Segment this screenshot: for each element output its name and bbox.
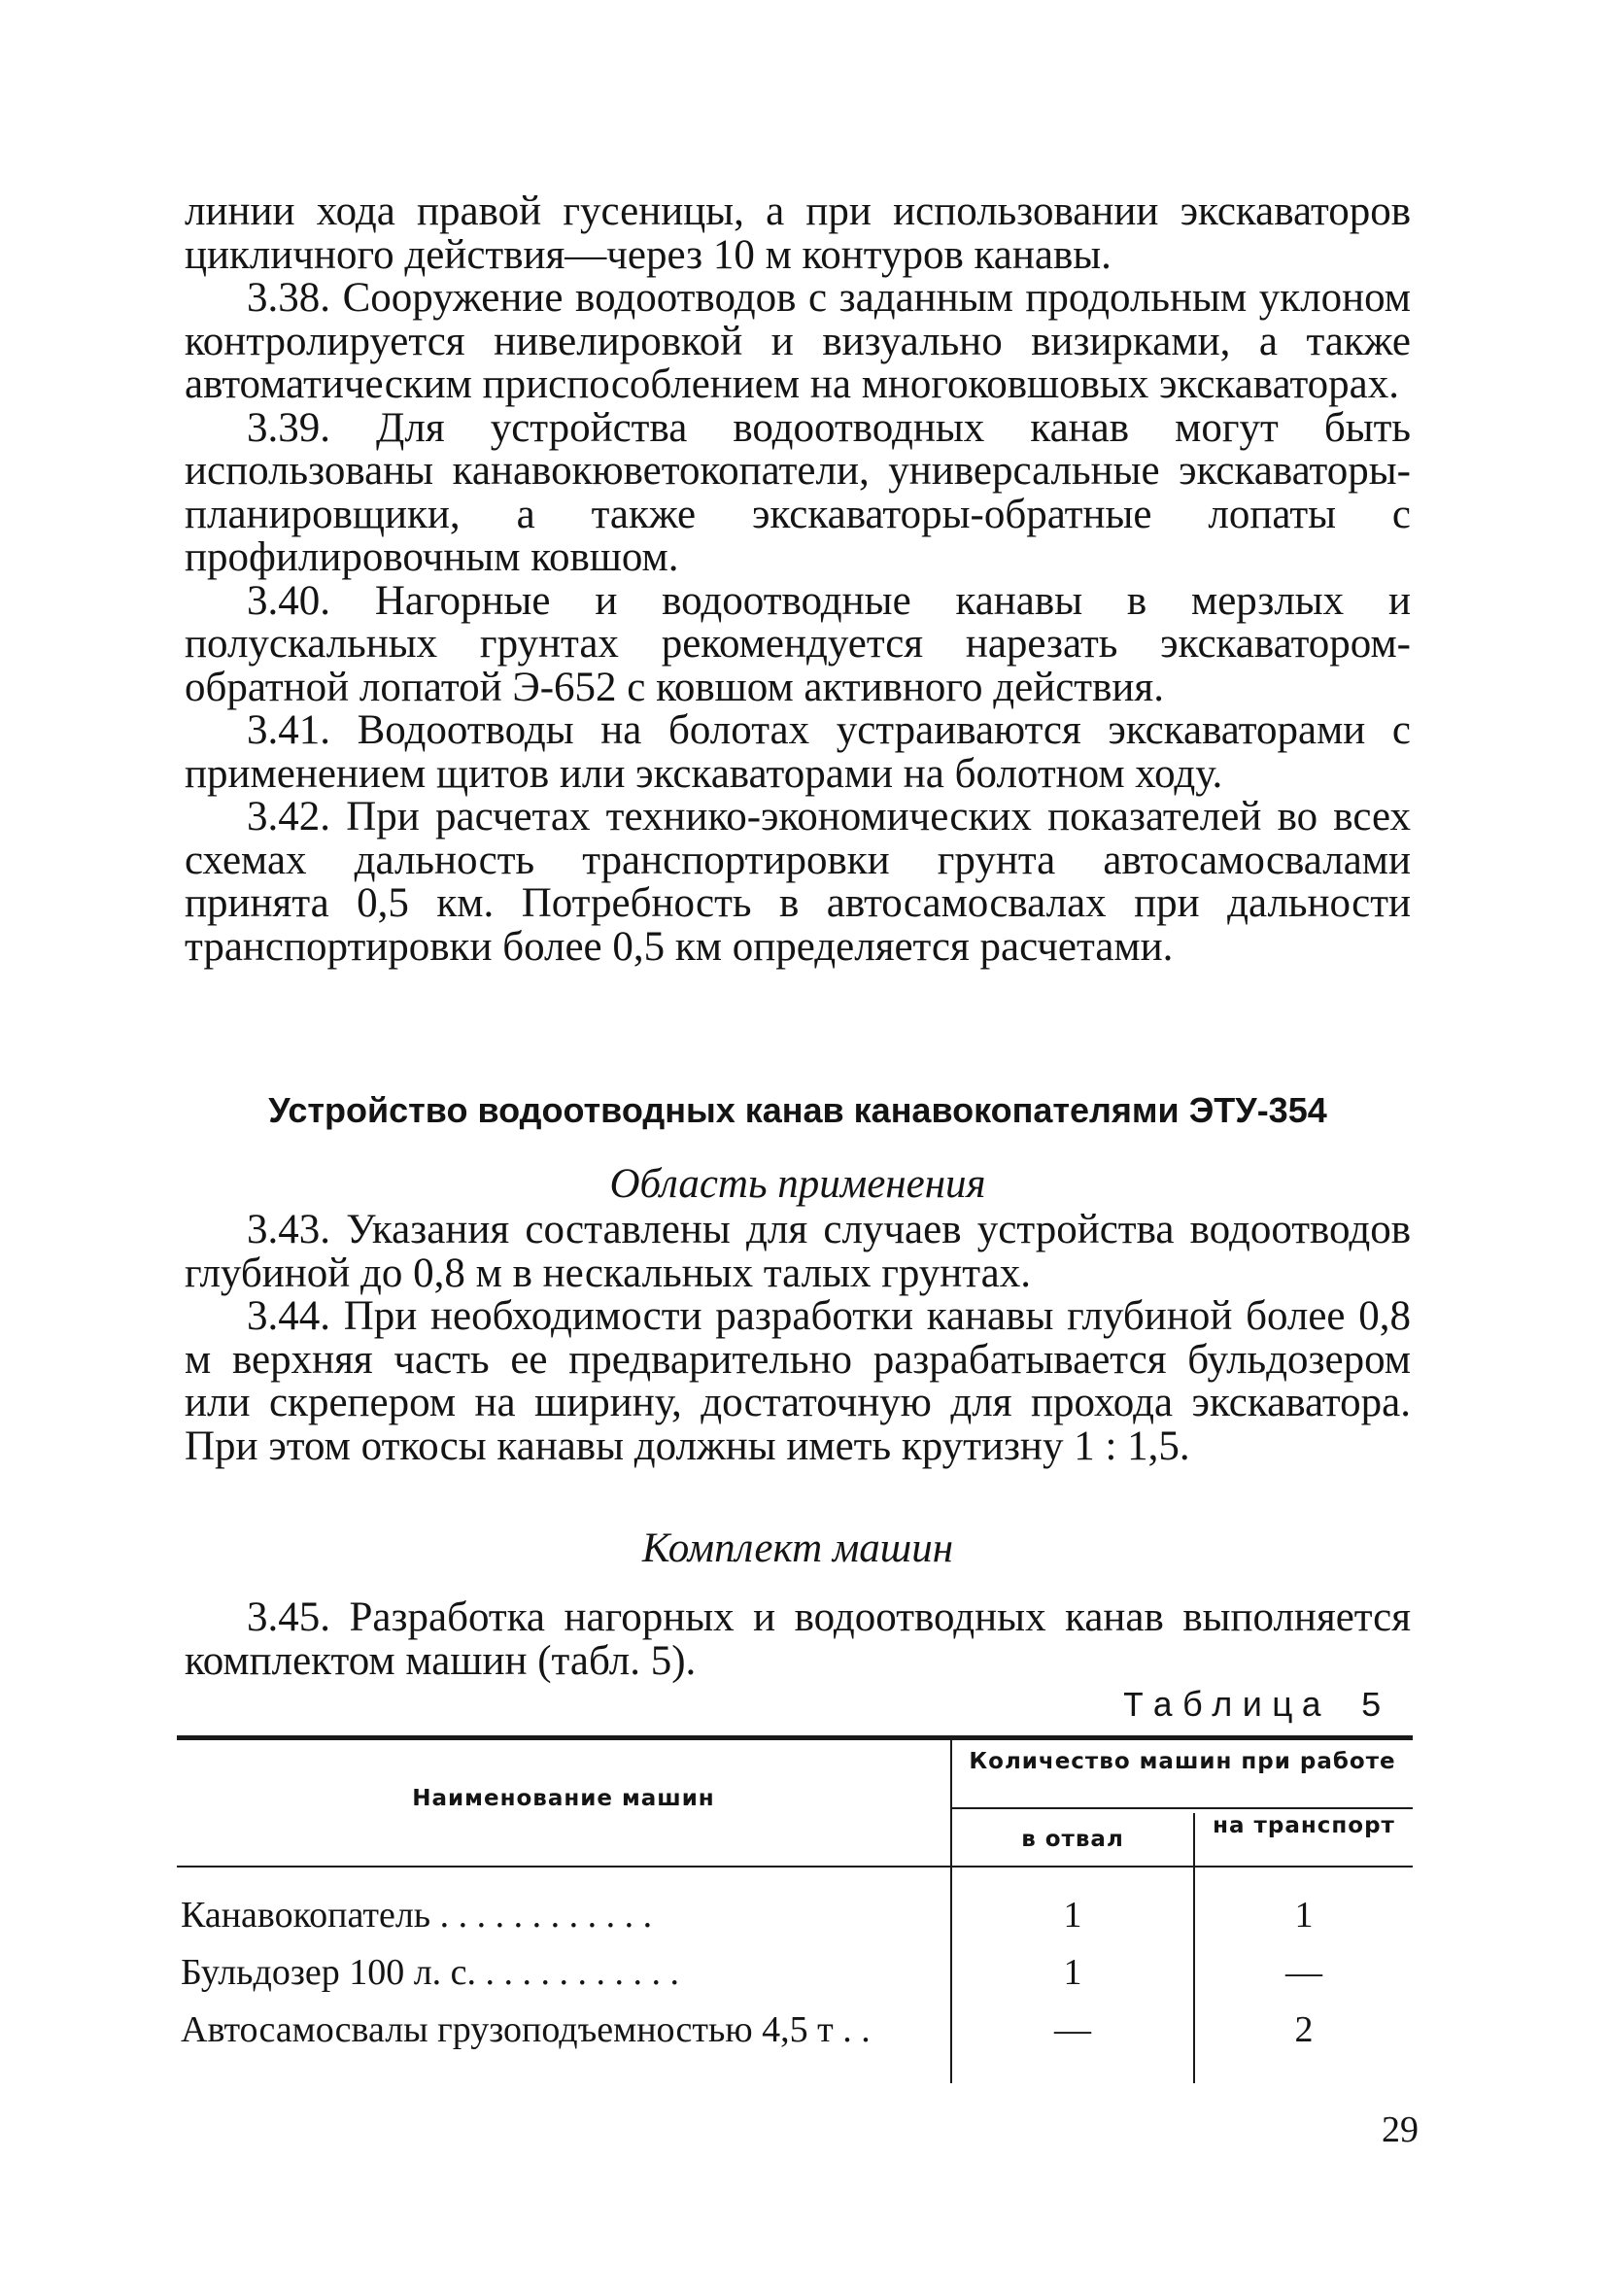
cell-machine-name: Автосамосвалы грузоподъемностью 4,5 т . . [181,2009,871,2050]
paragraph-3-41: 3.41. Водоотводы на болотах устраиваются экскаваторами с применением щитов или экскаваторами на болотном ходу. [185,707,1411,797]
table-row [177,2004,1413,2056]
table-row [177,1889,1413,1941]
body-text-low [185,1596,1411,1683]
table-top-rule [177,1735,1413,1740]
paragraph-3-39: 3.39. Для устройства водоотводных канав могут быть использованы канавокюветокопатели, универсальные экскаваторы-планировщики, а также экскаваторы-обратные лопаты с профилировочным ковшом. [185,404,1411,580]
paragraph-3-38: 3.38. Сооружение водоотводов с заданным продольным уклоном контролируется нивелировкой и визуально визирками, а также автоматическим приспособлением на многоковшовых экскаваторах. [185,275,1411,407]
cell-transport-count: 1 [1294,1895,1314,1936]
table-header-rule [177,1866,1413,1868]
table-caption: Таблица 5 [1122,1687,1390,1727]
paragraph-3-44: 3.44. При необходимости разработки канавы глубиной более 0,8 м верхняя часть ее предварительно разрабатывается бульдозером или скрепером на ширину, достаточную для прохода экскаватора. При этом откосы канавы должны иметь крутизну 1 : 1,5. [185,1293,1411,1469]
paragraph-3-43: 3.43. Указания составлены для случаев устройства водоотводов глубиной до 0,8 м в нескальных талых грунтах. [185,1207,1411,1296]
header-machine-count: Количество машин при работе [969,1749,1396,1774]
cell-dump-count: 1 [1063,1952,1082,1993]
section-title: Устройство водоотводных канав канавокопателями ЭТУ-354 [268,1090,1327,1130]
subheading-scope: Область применения [609,1161,986,1207]
table-row [177,1946,1413,1999]
paragraph-3-45: 3.45. Разработка нагорных и водоотводных канав выполняется комплектом машин (табл. 5). [185,1594,1411,1684]
cell-dump-count: 1 [1063,1895,1082,1936]
header-to-dump: в отвал [1021,1827,1124,1852]
cell-transport-count: — [1285,1952,1322,1993]
header-machine-name: Наименование машин [412,1786,715,1811]
body-text-top [185,190,1411,969]
header-to-transport: на транспорт [1213,1813,1395,1838]
cell-transport-count: 2 [1294,2009,1314,2050]
paragraph-3-40: 3.40. Нагорные и водоотводные канавы в мерзлых и полускальных грунтах рекомендуется нарезать экскаватором-обратной лопатой Э-652 с ковшом активного действия. [185,577,1411,710]
subheading-machine-set: Комплект машин [641,1525,954,1571]
cell-machine-name: Канавокопатель . . . . . . . . . . . . [181,1895,653,1936]
cell-dump-count: — [1054,2009,1091,2050]
cell-machine-name: Бульдозер 100 л. с. . . . . . . . . . . . [181,1952,680,1993]
table-subheader-rule [950,1807,1413,1809]
paragraph-3-42: 3.42. При расчетах технико-экономических показателей во всех схемах дальность транспортировки грунта автосамосвалами принята 0,5 км. Потребность в автосамосвалах при дальности транспортировки более 0,5 км определяется расчетами. [185,794,1411,970]
machines-table [177,1735,1413,2085]
paragraph-continuation: линии хода правой гусеницы, а при использовании экскаваторов цикличного действия—через 10 м контуров канавы. [185,188,1411,278]
body-text-mid [185,1209,1411,1468]
page-number: 29 [1382,2109,1419,2150]
